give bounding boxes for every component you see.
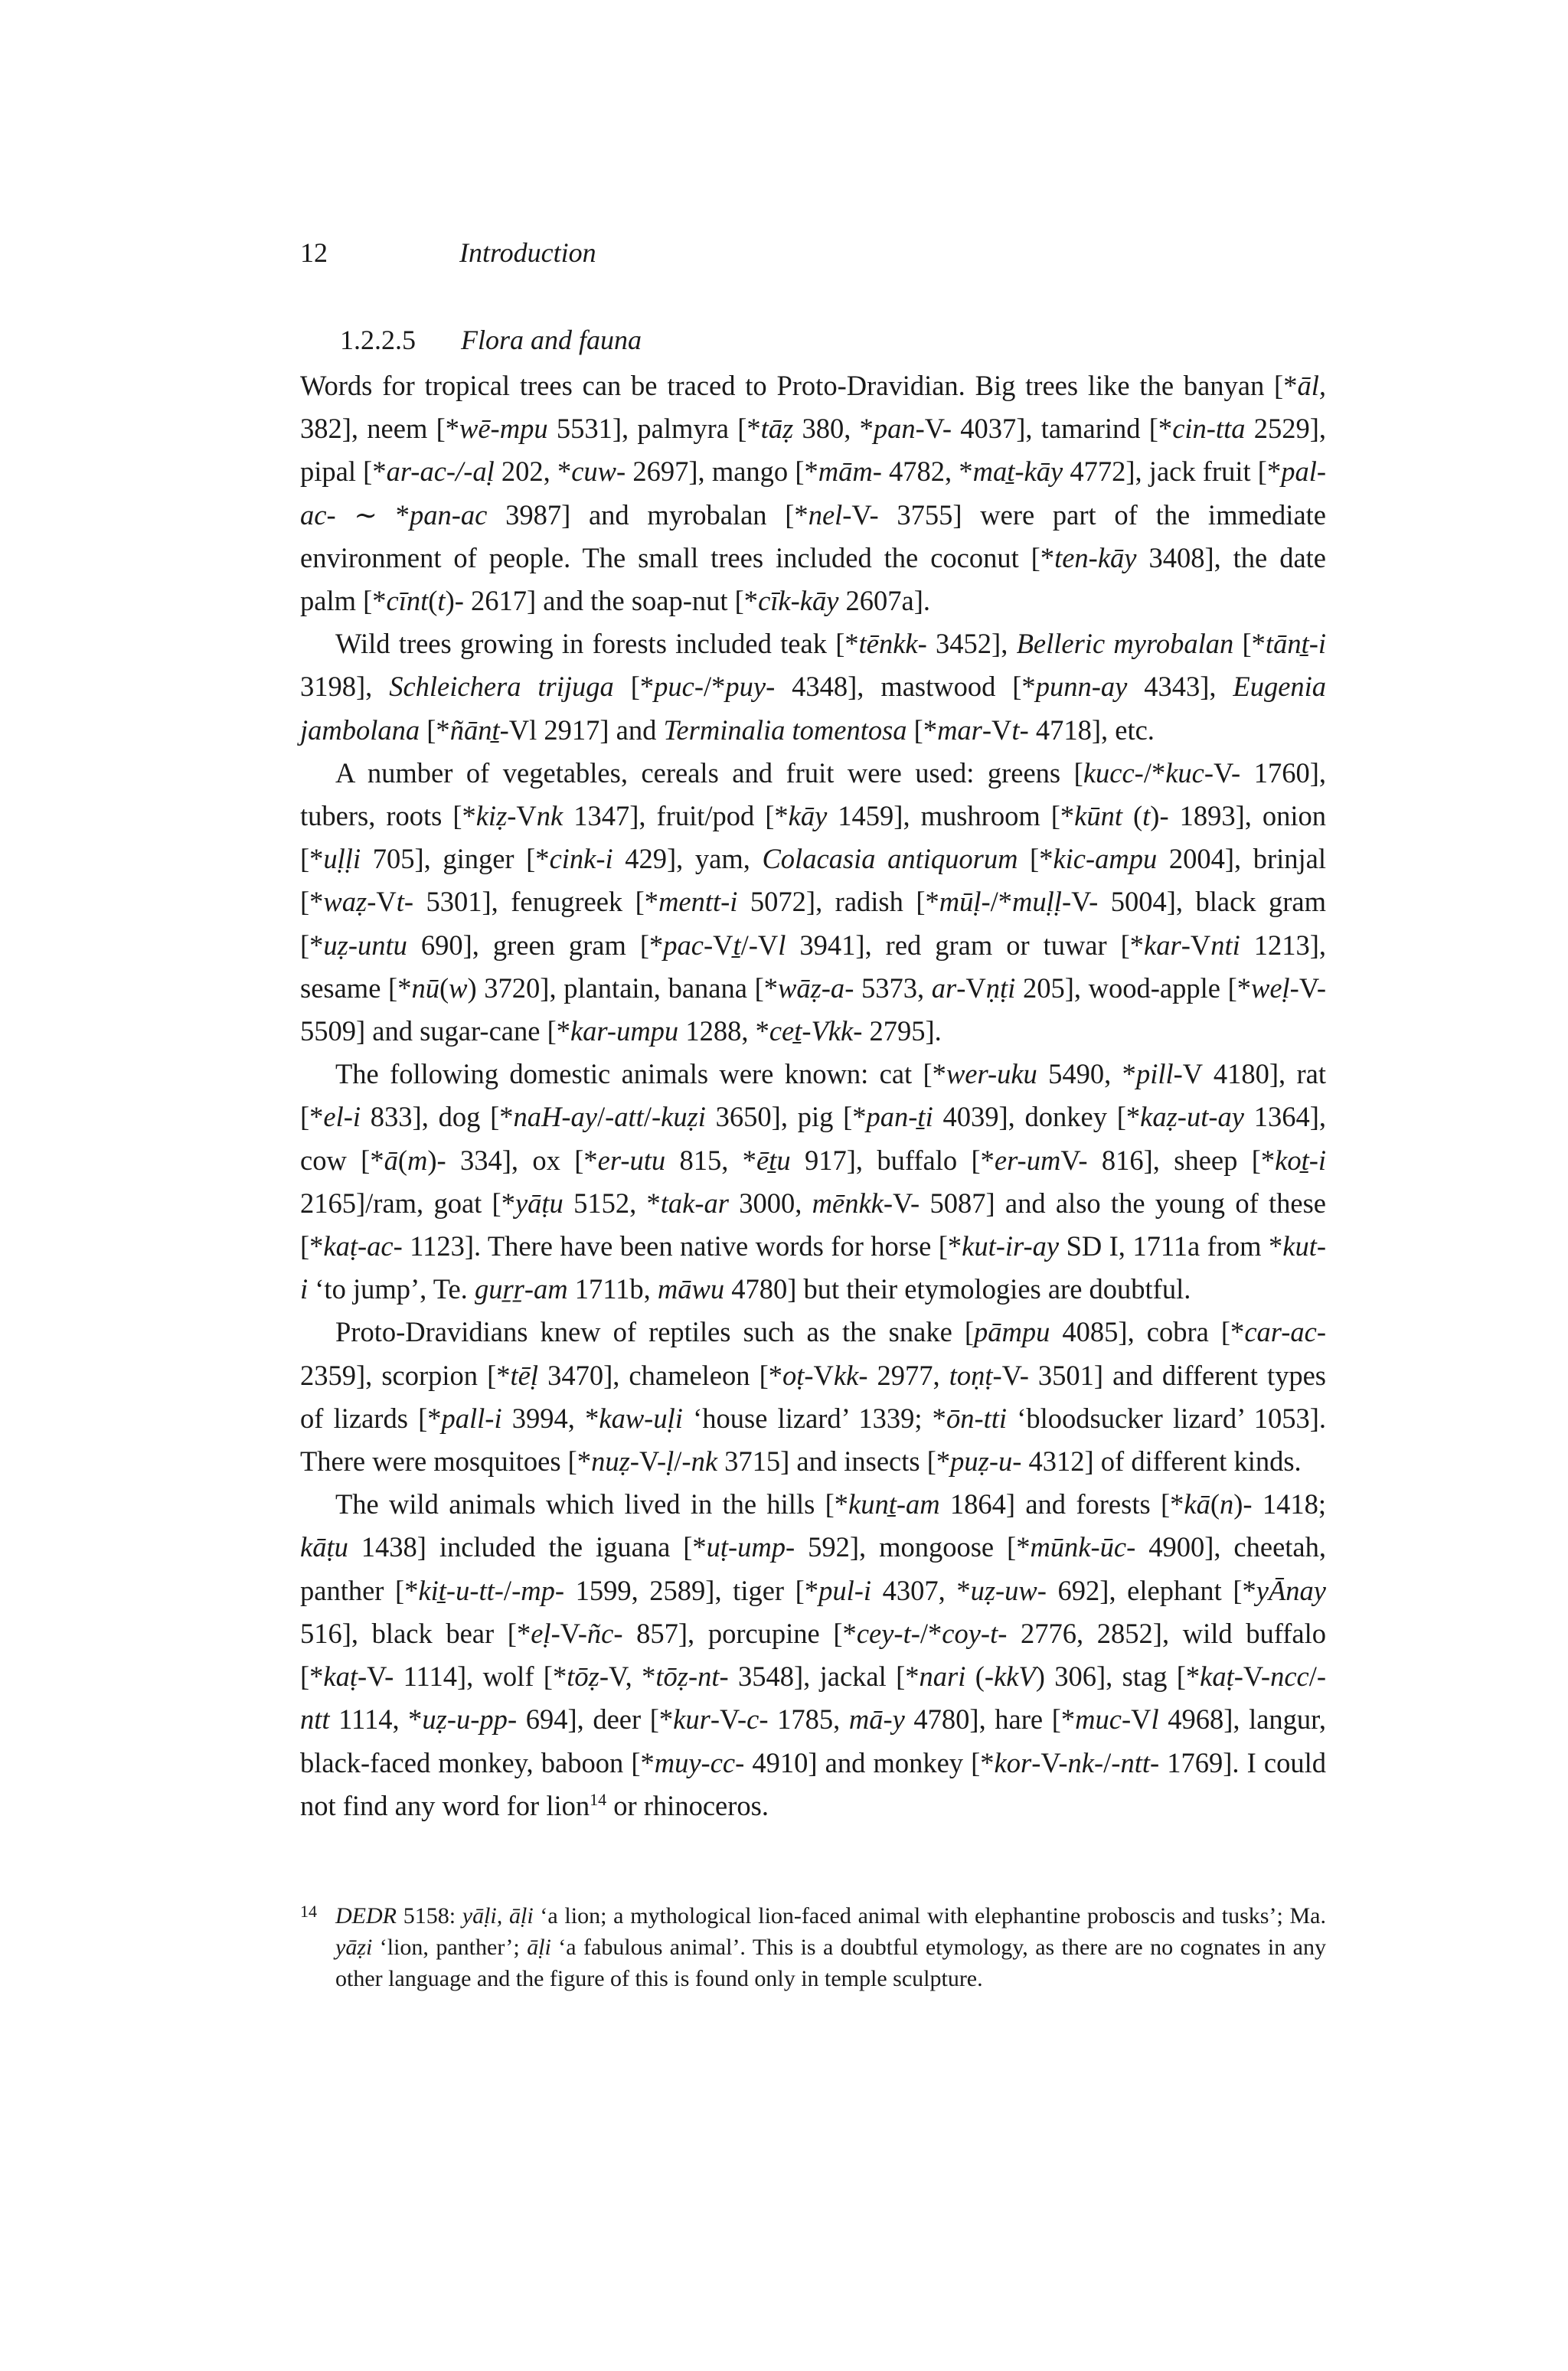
paragraph: The wild animals which lived in the hills [*kunṯ-am 1864] and forests [*kā(n)- 1418; kāṭu 1438] included the iguana [*uṭ-ump- 592], mongoose [*mūnk-ūc- 4900], cheetah, panther [*kiṯ-u-tt-/-mp- 1599, 2589], tiger [*pul-i 4307, *uẓ-uw- 692], elephant [*yĀnay 516], black bear [*eḷ-V-ñc- 857], porcupine [*cey-t-/*coy-t- 2776, 2852], wild buffalo [*kaṭ-V- 1114], wolf [*tōẓ-V, *tōẓ-nt- 3548], jackal [*nari (-kkV) 306], stag [*kaṭ-V-ncc/-ntt 1114, *uẓ-u-pp- 694], deer [*kur-V-c- 1785, mā-y 4780], hare [*muc-Vl 4968], langur, black-faced monkey, baboon [*muy-cc- 4910] and monkey [*kor-V-nk-/-ntt- 1769]. I could not find any word for lion$^{14}$ or rhinoceros. [300, 1488, 1327, 1821]
section-heading [340, 322, 642, 358]
paragraph: A number of vegetables, cereals and fruit were used: greens [kucc-/*kuc-V- 1760], tubers, roots [*kiẓ-Vnk 1347], fruit/pod [*kāy 1459], mushroom [*kūnt (t)- 1893], onion [*uḷḷi 705], ginger [*cink-i 429], yam, Colacasia antiquorum [*kic-ampu 2004], brinjal [*waẓ-Vt- 5301], fenugreek [*mentt-i 5072], radish [*mūḷ-/*muḷḷ-V- 5004], black gram [*uẓ-untu 690], green gram [*pac-Vṯ/-Vl 3941], red gram or tuwar [*kar-Vnti 1213], sesame [*nū(w) 3720], plantain, banana [*wāẓ-a- 5373, ar-Vṇṭi 205], wood-apple [*weḷ-V- 5509] and sugar-cane [*kar-umpu 1288, *ceṯ-Vkk- 2795]. [300, 756, 1327, 1047]
chapter-title: Introduction [459, 237, 596, 268]
footnote [300, 1900, 1326, 1994]
section-number: 1.2.2.5 [340, 325, 416, 355]
paragraph: The following domestic animals were known: cat [*wer-uku 5490, *pill-V 4180], rat [*el-i 833], dog [*naH-ay/-att/-kuẓi 3650], pig [*pan-ṯi 4039], donkey [*kaẓ-ut-ay 1364], cow [*ā(m)- 334], ox [*er-utu 815, *ēṯu 917], buffalo [*er-umV- 816], sheep [*koṯ-i 2165]/ram, goat [*yāṭu 5152, *tak-ar 3000, mēnkk-V- 5087] and also the young of these [*kaṭ-ac- 1123]. There have been native words for horse [*kut-ir-ay SD I, 1711a from *kut-i ‘to jump’, Te. guṟṟ-am 1711b, māwu 4780] but their etymologies are doubtful. [300, 1058, 1327, 1305]
body-text [300, 364, 1326, 1827]
page-number: 12 [300, 237, 328, 268]
paragraph: Words for tropical trees can be traced to Proto-Dravidian. Big trees like the banyan [*āl, 382], neem [*wē-mpu 5531], palmyra [*tāẓ 380, *pan-V- 4037], tamarind [*cin-tta 2529], pipal [*ar-ac-/-aḷ 202, *cuw- 2697], mango [*mām- 4782, *maṯ-kāy 4772], jack fruit [*pal-ac- ∼ *pan-ac 3987] and myrobalan [*nel-V- 3755] were part of the immediate environment of people. The small trees included the coconut [*ten-kāy 3408], the date palm [*cīnt(t)- 2617] and the soap-nut [*cīk-kāy 2607a]. [300, 370, 1327, 617]
section-title: Flora and fauna [461, 325, 642, 355]
paragraph: Proto-Dravidians knew of reptiles such as the snake [pāmpu 4085], cobra [*car-ac- 2359], scorpion [*tēḷ 3470], chameleon [*oṭ-Vkk- 2977, toṇṭ-V- 3501] and different types of lizards [*pall-i 3994, *kaw-uḷi ‘house lizard’ 1339; *ōn-tti ‘bloodsucker lizard’ 1053]. There were mosquitoes [*nuẓ-V-ḷ/-nk 3715] and insects [*puẓ-u- 4312] of different kinds. [300, 1316, 1327, 1478]
paragraph: Wild trees growing in forests included teak [*tēnkk- 3452], Belleric myrobalan [*tānṯ-i 3198], Schleichera trijuga [*puc-/*puy- 4348], mastwood [*punn-ay 4343], Eugenia jambolana [*ñānṯ-Vl 2917] and Terminalia tomentosa [*mar-Vt- 4718], etc. [300, 628, 1327, 746]
footnote-mark: 14 [300, 1902, 317, 1921]
footnote-text: DEDR 5158: yāḷi, āḷi ‘a lion; a mythological lion-faced animal with elephantine proboscis and tusks’; Ma. yāẓi ‘lion, panther’; āḷi ‘a fabulous animal’. This is a doubtful etymology, as there are no cognates in any other language and the figure of this is found only in temple sculpture. [335, 1903, 1326, 1991]
